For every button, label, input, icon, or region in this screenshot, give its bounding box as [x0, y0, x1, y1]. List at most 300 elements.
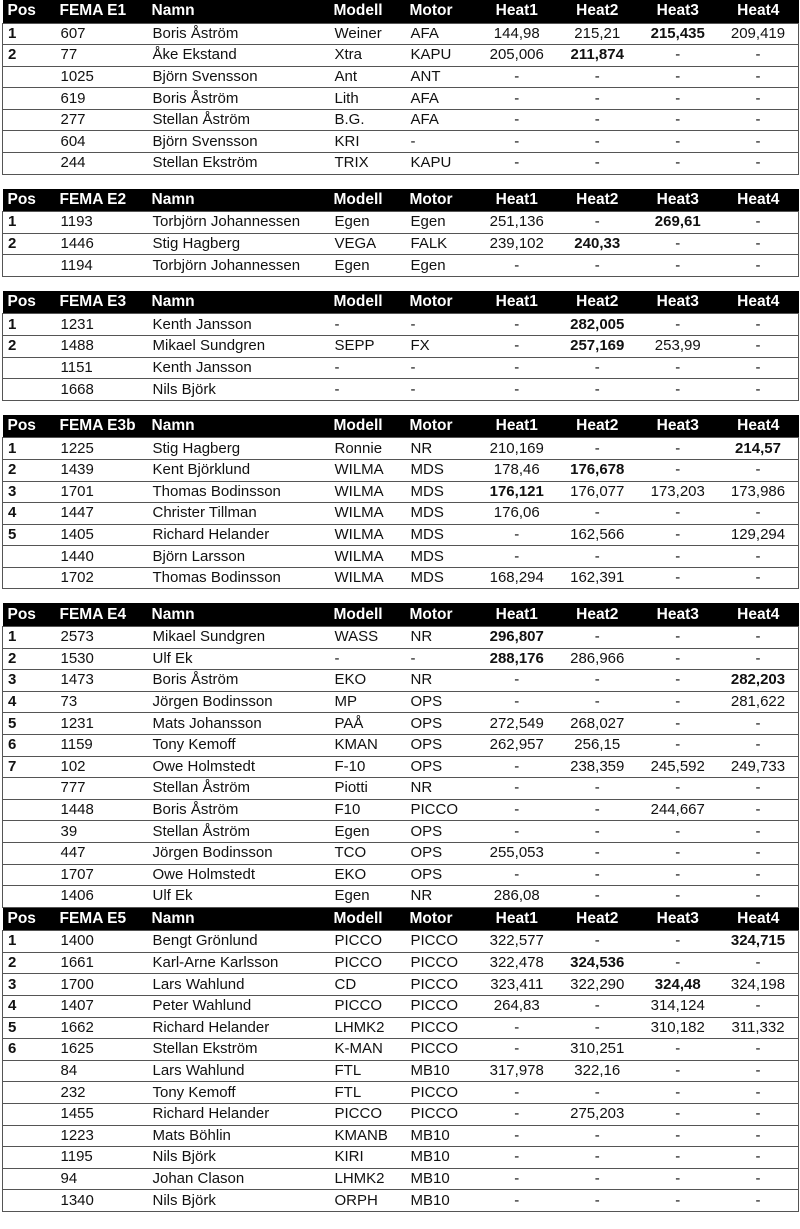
- cell-heat1: -: [477, 314, 558, 336]
- cell-heat3: -: [638, 1060, 719, 1082]
- column-header-heat4: Heat4: [737, 909, 780, 927]
- cell-fema-nr: 102: [55, 756, 147, 778]
- column-header-heat2: Heat2: [576, 2, 619, 20]
- cell-motor: PICCO: [405, 1103, 477, 1125]
- cell-heat4: 281,622: [718, 691, 799, 713]
- cell-heat1: 323,411: [477, 974, 558, 996]
- cell-pos: 2: [3, 233, 55, 255]
- cell-modell: FTL: [329, 1060, 405, 1082]
- cell-heat3: 173,203: [638, 481, 719, 503]
- cell-heat4: 214,57: [718, 438, 799, 460]
- column-header-motor: Motor: [409, 909, 453, 927]
- cell-heat1: -: [477, 670, 558, 692]
- cell-modell: -: [329, 648, 405, 670]
- cell-heat3: -: [638, 1147, 719, 1169]
- cell-fema-nr: 1488: [55, 336, 147, 358]
- cell-pos: [3, 546, 55, 568]
- table-row: [3, 233, 799, 255]
- cell-namn: Richard Helander: [147, 524, 329, 546]
- cell-namn: Stellan Ekström: [147, 1039, 329, 1061]
- cell-heat4: -: [718, 864, 799, 886]
- cell-motor: PICCO: [405, 974, 477, 996]
- cell-namn: Tony Kemoff: [147, 734, 329, 756]
- cell-motor: OPS: [405, 842, 477, 864]
- cell-motor: MB10: [405, 1125, 477, 1147]
- cell-pos: [3, 153, 55, 175]
- cell-heat2: -: [557, 1017, 638, 1039]
- cell-heat2: -: [557, 626, 638, 648]
- cell-heat4: -: [718, 626, 799, 648]
- cell-motor: -: [405, 648, 477, 670]
- cell-namn: Björn Svensson: [147, 131, 329, 153]
- table-row: [3, 974, 799, 996]
- cell-fema-nr: 73: [55, 691, 147, 713]
- cell-heat3: -: [638, 821, 719, 843]
- cell-fema-nr: 94: [55, 1168, 147, 1190]
- cell-namn: Stellan Åström: [147, 778, 329, 800]
- cell-modell: WILMA: [329, 524, 405, 546]
- column-header-heat3: Heat3: [656, 909, 699, 927]
- cell-motor: MB10: [405, 1168, 477, 1190]
- cell-heat4: -: [718, 995, 799, 1017]
- cell-namn: Richard Helander: [147, 1017, 329, 1039]
- cell-heat2: 211,874: [557, 45, 638, 67]
- cell-heat3: -: [638, 131, 719, 153]
- cell-heat3: -: [638, 1103, 719, 1125]
- cell-heat3: -: [638, 524, 719, 546]
- cell-heat4: -: [718, 314, 799, 336]
- table-row: [3, 1190, 799, 1212]
- cell-motor: -: [405, 379, 477, 401]
- cell-heat3: -: [638, 153, 719, 175]
- results-table: [2, 291, 799, 401]
- table-row: [3, 1060, 799, 1082]
- cell-modell: LHMK2: [329, 1168, 405, 1190]
- cell-namn: Torbjörn Johannessen: [147, 255, 329, 277]
- cell-motor: -: [405, 357, 477, 379]
- cell-heat4: -: [718, 1125, 799, 1147]
- cell-fema-nr: 1231: [55, 314, 147, 336]
- column-header-namn: Namn: [151, 190, 195, 208]
- table-row: [3, 842, 799, 864]
- cell-fema-nr: 1151: [55, 357, 147, 379]
- cell-namn: Jörgen Bodinsson: [147, 842, 329, 864]
- column-header-modell: Modell: [333, 909, 383, 927]
- cell-pos: 7: [3, 756, 55, 778]
- cell-heat4: -: [718, 1168, 799, 1190]
- cell-motor: AFA: [405, 88, 477, 110]
- cell-heat4: -: [718, 357, 799, 379]
- cell-heat3: -: [638, 842, 719, 864]
- cell-namn: Mikael Sundgren: [147, 626, 329, 648]
- cell-modell: TRIX: [329, 153, 405, 175]
- results-table: [2, 415, 799, 590]
- table-spacer: [0, 277, 800, 291]
- cell-heat1: -: [477, 153, 558, 175]
- cell-heat2: 176,678: [557, 459, 638, 481]
- cell-modell: FTL: [329, 1082, 405, 1104]
- table-row: [3, 995, 799, 1017]
- cell-heat3: -: [638, 1082, 719, 1104]
- cell-motor: NR: [405, 778, 477, 800]
- cell-modell: Weiner: [329, 23, 405, 45]
- table-spacer: [0, 589, 800, 603]
- cell-pos: [3, 1060, 55, 1082]
- cell-motor: PICCO: [405, 1082, 477, 1104]
- cell-motor: OPS: [405, 734, 477, 756]
- cell-pos: 2: [3, 336, 55, 358]
- cell-heat4: 129,294: [718, 524, 799, 546]
- cell-pos: [3, 1082, 55, 1104]
- cell-motor: MDS: [405, 524, 477, 546]
- cell-namn: Thomas Bodinsson: [147, 567, 329, 589]
- cell-namn: Torbjörn Johannessen: [147, 212, 329, 234]
- table-row: [3, 864, 799, 886]
- cell-heat3: -: [638, 503, 719, 525]
- cell-heat1: -: [477, 1190, 558, 1212]
- cell-heat1: -: [477, 1017, 558, 1039]
- cell-pos: [3, 778, 55, 800]
- cell-heat3: -: [638, 546, 719, 568]
- cell-heat4: -: [718, 567, 799, 589]
- cell-heat1: -: [477, 799, 558, 821]
- cell-motor: OPS: [405, 821, 477, 843]
- class-name-header: FEMA E3: [59, 293, 127, 311]
- column-header-pos: Pos: [7, 2, 36, 20]
- cell-fema-nr: 1447: [55, 503, 147, 525]
- cell-modell: ORPH: [329, 1190, 405, 1212]
- cell-pos: 5: [3, 1017, 55, 1039]
- cell-heat3: -: [638, 109, 719, 131]
- cell-heat2: -: [557, 799, 638, 821]
- cell-heat2: -: [557, 109, 638, 131]
- cell-pos: [3, 131, 55, 153]
- cell-pos: [3, 886, 55, 908]
- class-name-header: FEMA E2: [59, 190, 127, 208]
- cell-heat2: 322,16: [557, 1060, 638, 1082]
- class-name-header: FEMA E1: [59, 2, 127, 20]
- column-header-modell: Modell: [333, 293, 383, 311]
- cell-fema-nr: 1473: [55, 670, 147, 692]
- cell-motor: PICCO: [405, 995, 477, 1017]
- cell-namn: Stellan Åström: [147, 821, 329, 843]
- cell-pos: 1: [3, 314, 55, 336]
- cell-heat3: -: [638, 255, 719, 277]
- table-row: [3, 1168, 799, 1190]
- cell-heat4: -: [718, 45, 799, 67]
- cell-heat1: -: [477, 131, 558, 153]
- column-header-motor: Motor: [409, 190, 453, 208]
- cell-heat3: -: [638, 931, 719, 953]
- cell-modell: KMANB: [329, 1125, 405, 1147]
- cell-modell: KIRI: [329, 1147, 405, 1169]
- cell-heat3: -: [638, 670, 719, 692]
- table-row: [3, 1147, 799, 1169]
- cell-namn: Jörgen Bodinsson: [147, 691, 329, 713]
- cell-motor: KAPU: [405, 45, 477, 67]
- cell-modell: PICCO: [329, 1103, 405, 1125]
- cell-heat4: 282,203: [718, 670, 799, 692]
- cell-heat2: -: [557, 886, 638, 908]
- cell-heat4: -: [718, 336, 799, 358]
- cell-pos: 6: [3, 734, 55, 756]
- cell-namn: Kenth Jansson: [147, 314, 329, 336]
- cell-pos: 2: [3, 648, 55, 670]
- cell-heat3: -: [638, 1125, 719, 1147]
- column-header-heat1: Heat1: [495, 2, 538, 20]
- cell-pos: [3, 1190, 55, 1212]
- cell-namn: Nils Björk: [147, 1147, 329, 1169]
- cell-motor: MB10: [405, 1060, 477, 1082]
- cell-heat4: -: [718, 1082, 799, 1104]
- cell-motor: FALK: [405, 233, 477, 255]
- cell-heat1: -: [477, 1147, 558, 1169]
- table-row: [3, 1017, 799, 1039]
- cell-heat4: -: [718, 379, 799, 401]
- cell-heat1: -: [477, 778, 558, 800]
- cell-heat3: -: [638, 1190, 719, 1212]
- cell-heat1: -: [477, 1082, 558, 1104]
- cell-pos: [3, 88, 55, 110]
- table-row: [3, 1103, 799, 1125]
- cell-motor: -: [405, 131, 477, 153]
- cell-pos: [3, 842, 55, 864]
- cell-namn: Karl-Arne Karlsson: [147, 952, 329, 974]
- cell-heat4: -: [718, 66, 799, 88]
- table-row: [3, 691, 799, 713]
- results-table: [2, 0, 799, 175]
- table-row: [3, 670, 799, 692]
- cell-pos: 1: [3, 626, 55, 648]
- cell-motor: MDS: [405, 567, 477, 589]
- cell-modell: -: [329, 357, 405, 379]
- cell-namn: Nils Björk: [147, 379, 329, 401]
- cell-heat4: -: [718, 713, 799, 735]
- cell-pos: 1: [3, 212, 55, 234]
- cell-pos: 5: [3, 713, 55, 735]
- cell-fema-nr: 1448: [55, 799, 147, 821]
- cell-heat2: -: [557, 438, 638, 460]
- cell-heat1: -: [477, 756, 558, 778]
- cell-fema-nr: 1702: [55, 567, 147, 589]
- cell-heat3: -: [638, 713, 719, 735]
- cell-motor: Egen: [405, 255, 477, 277]
- table-row: [3, 212, 799, 234]
- cell-heat1: -: [477, 66, 558, 88]
- cell-fema-nr: 1407: [55, 995, 147, 1017]
- cell-namn: Boris Åström: [147, 670, 329, 692]
- table-row: [3, 438, 799, 460]
- cell-heat1: 264,83: [477, 995, 558, 1017]
- column-header-heat3: Heat3: [656, 417, 699, 435]
- column-header-motor: Motor: [409, 293, 453, 311]
- table-row: [3, 314, 799, 336]
- cell-motor: OPS: [405, 713, 477, 735]
- cell-namn: Mikael Sundgren: [147, 336, 329, 358]
- cell-pos: 5: [3, 524, 55, 546]
- cell-fema-nr: 1661: [55, 952, 147, 974]
- cell-namn: Mats Böhlin: [147, 1125, 329, 1147]
- cell-heat2: 240,33: [557, 233, 638, 255]
- cell-heat2: -: [557, 546, 638, 568]
- cell-motor: MB10: [405, 1147, 477, 1169]
- cell-pos: [3, 1147, 55, 1169]
- cell-heat1: -: [477, 109, 558, 131]
- cell-fema-nr: 1340: [55, 1190, 147, 1212]
- cell-heat2: 286,966: [557, 648, 638, 670]
- cell-heat3: -: [638, 567, 719, 589]
- cell-heat3: -: [638, 1168, 719, 1190]
- cell-pos: 2: [3, 45, 55, 67]
- cell-motor: MDS: [405, 503, 477, 525]
- cell-namn: Owe Holmstedt: [147, 756, 329, 778]
- cell-modell: F-10: [329, 756, 405, 778]
- cell-heat2: -: [557, 1168, 638, 1190]
- cell-heat2: 322,290: [557, 974, 638, 996]
- cell-namn: Christer Tillman: [147, 503, 329, 525]
- cell-modell: LHMK2: [329, 1017, 405, 1039]
- cell-namn: Peter Wahlund: [147, 995, 329, 1017]
- cell-pos: [3, 567, 55, 589]
- cell-pos: 1: [3, 23, 55, 45]
- cell-heat1: 168,294: [477, 567, 558, 589]
- column-header-pos: Pos: [7, 605, 36, 623]
- cell-heat1: -: [477, 1039, 558, 1061]
- results-table: [2, 603, 799, 907]
- column-header-heat1: Heat1: [495, 293, 538, 311]
- cell-heat1: 322,577: [477, 931, 558, 953]
- cell-heat4: 209,419: [718, 23, 799, 45]
- cell-modell: PAÅ: [329, 713, 405, 735]
- cell-motor: Egen: [405, 212, 477, 234]
- column-header-heat4: Heat4: [737, 2, 780, 20]
- cell-fema-nr: 84: [55, 1060, 147, 1082]
- cell-heat3: 215,435: [638, 23, 719, 45]
- cell-namn: Stellan Ekström: [147, 153, 329, 175]
- table-row: [3, 778, 799, 800]
- table-row: [3, 357, 799, 379]
- cell-heat1: -: [477, 379, 558, 401]
- cell-heat2: -: [557, 995, 638, 1017]
- cell-heat3: -: [638, 952, 719, 974]
- cell-modell: B.G.: [329, 109, 405, 131]
- cell-modell: Piotti: [329, 778, 405, 800]
- cell-heat2: -: [557, 88, 638, 110]
- column-header-namn: Namn: [151, 293, 195, 311]
- cell-heat3: -: [638, 626, 719, 648]
- cell-fema-nr: 244: [55, 153, 147, 175]
- cell-heat3: -: [638, 379, 719, 401]
- cell-heat1: -: [477, 336, 558, 358]
- cell-modell: Lith: [329, 88, 405, 110]
- cell-pos: 3: [3, 974, 55, 996]
- cell-heat3: -: [638, 459, 719, 481]
- table-row: [3, 23, 799, 45]
- column-header-heat4: Heat4: [737, 190, 780, 208]
- cell-heat2: 282,005: [557, 314, 638, 336]
- table-row: [3, 952, 799, 974]
- cell-heat2: -: [557, 503, 638, 525]
- cell-pos: [3, 1125, 55, 1147]
- cell-fema-nr: 1668: [55, 379, 147, 401]
- cell-heat1: 322,478: [477, 952, 558, 974]
- cell-heat4: -: [718, 734, 799, 756]
- cell-heat2: -: [557, 931, 638, 953]
- cell-motor: MDS: [405, 459, 477, 481]
- cell-motor: ANT: [405, 66, 477, 88]
- cell-heat2: 215,21: [557, 23, 638, 45]
- cell-motor: NR: [405, 438, 477, 460]
- cell-fema-nr: 1400: [55, 931, 147, 953]
- cell-heat2: 310,251: [557, 1039, 638, 1061]
- column-header-modell: Modell: [333, 417, 383, 435]
- cell-namn: Stig Hagberg: [147, 233, 329, 255]
- column-header-pos: Pos: [7, 293, 36, 311]
- column-header-modell: Modell: [333, 190, 383, 208]
- table-row: [3, 799, 799, 821]
- column-header-modell: Modell: [333, 605, 383, 623]
- cell-heat3: -: [638, 778, 719, 800]
- table-row: [3, 503, 799, 525]
- cell-fema-nr: 1159: [55, 734, 147, 756]
- cell-fema-nr: 2573: [55, 626, 147, 648]
- cell-modell: Ant: [329, 66, 405, 88]
- cell-heat3: -: [638, 886, 719, 908]
- cell-heat1: 288,176: [477, 648, 558, 670]
- column-header-heat3: Heat3: [656, 2, 699, 20]
- cell-motor: AFA: [405, 23, 477, 45]
- cell-heat2: -: [557, 1082, 638, 1104]
- cell-heat1: 262,957: [477, 734, 558, 756]
- cell-motor: AFA: [405, 109, 477, 131]
- cell-heat1: 272,549: [477, 713, 558, 735]
- cell-modell: WASS: [329, 626, 405, 648]
- table-row: [3, 1039, 799, 1061]
- cell-motor: MB10: [405, 1190, 477, 1212]
- cell-fema-nr: 1625: [55, 1039, 147, 1061]
- cell-fema-nr: 39: [55, 821, 147, 843]
- cell-pos: [3, 357, 55, 379]
- cell-heat4: -: [718, 648, 799, 670]
- cell-modell: PICCO: [329, 931, 405, 953]
- cell-motor: PICCO: [405, 1017, 477, 1039]
- cell-fema-nr: 1405: [55, 524, 147, 546]
- cell-modell: EKO: [329, 864, 405, 886]
- cell-pos: [3, 821, 55, 843]
- table-row: [3, 481, 799, 503]
- column-header-heat4: Heat4: [737, 293, 780, 311]
- cell-motor: NR: [405, 670, 477, 692]
- column-header-heat3: Heat3: [656, 190, 699, 208]
- cell-heat2: 275,203: [557, 1103, 638, 1125]
- cell-heat3: -: [638, 864, 719, 886]
- cell-pos: 1: [3, 931, 55, 953]
- cell-modell: WILMA: [329, 546, 405, 568]
- results-table: [2, 908, 799, 1212]
- cell-fema-nr: 1225: [55, 438, 147, 460]
- cell-modell: Xtra: [329, 45, 405, 67]
- cell-heat3: -: [638, 691, 719, 713]
- table-row: [3, 626, 799, 648]
- table-row: [3, 379, 799, 401]
- cell-fema-nr: 1530: [55, 648, 147, 670]
- column-header-heat1: Heat1: [495, 605, 538, 623]
- cell-namn: Lars Wahlund: [147, 1060, 329, 1082]
- cell-namn: Boris Åström: [147, 799, 329, 821]
- cell-heat3: -: [638, 1039, 719, 1061]
- table-row: [3, 45, 799, 67]
- class-name-header: FEMA E3b: [59, 417, 136, 435]
